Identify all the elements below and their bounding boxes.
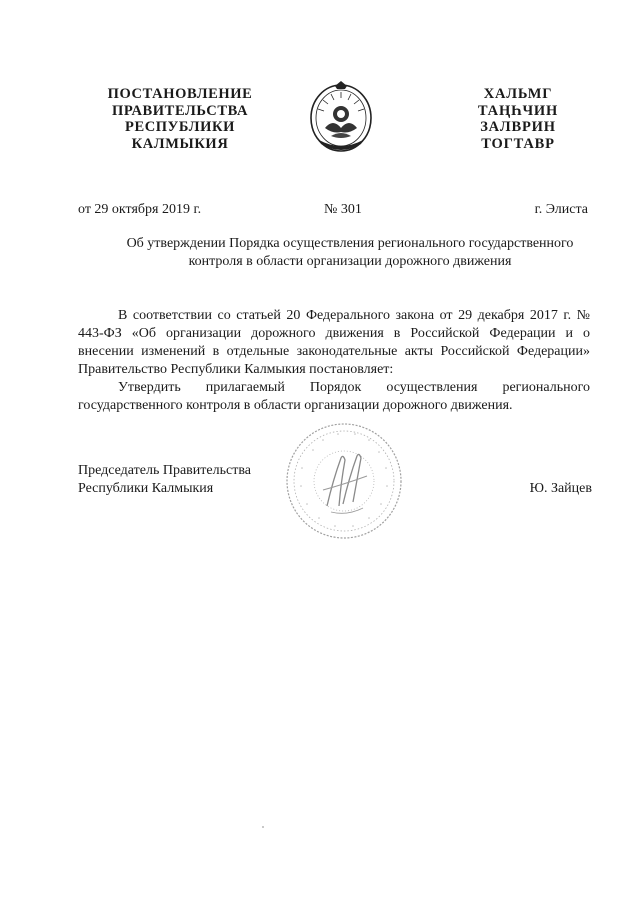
issuer-line-2: ПРАВИТЕЛЬСТВА [111,102,249,119]
signer-name: Ю. Зайцев [529,481,592,496]
title-line-2: контроля в области организации дорожного движения [188,254,512,269]
signer-position-line-2: Республики Калмыкия [78,481,214,496]
issuer-line-4: КАЛМЫКИЯ [131,135,229,152]
issuer-kalmyk-line-2: ТАҢҺЧИН [477,102,559,119]
issuer-kalmyk-line-3: ЗАЛВРИН [480,119,556,135]
issuer-kalmyk-line-1: ХАЛЬМГ [483,86,553,102]
issuer-line-3: РЕСПУБЛИКИ [124,119,236,135]
issuer-line-1: ПОСТАНОВЛЕНИЕ [107,86,253,102]
document-date: от 29 октября 2019 г. [78,202,202,217]
signer-position-line-1: Председатель Правительства [78,463,251,478]
page-mark [262,826,264,828]
document-title [100,235,600,271]
body-paragraph-2: Утвердить прилагаемый Порядок осуществления регионального государственного контроля в области организации дорожного движения. [78,380,590,413]
document-body [78,307,590,415]
issuer-kalmyk-line-4: ТОГТАВР [481,135,555,152]
issuer-kalmyk [448,86,588,152]
body-paragraph-1: В соответствии со статьей 20 Федерального закона от 29 декабря 2017 г. № 443-ФЗ «Об организации дорожного движения в Российской Федерации и о внесении изменений в отдельные законодательные акты Российской Федерации» Правительство Республики Калмыкия постановляет: [78,308,590,377]
issuer-russian [92,86,268,152]
document-number: № 301 [324,202,362,217]
title-line-1: Об утверждении Порядка осуществления регионального государственного [126,236,574,251]
official-seal-with-signature-icon [283,420,405,542]
signer-position [78,462,251,498]
document-city: г. Элиста [534,202,588,217]
kalmykia-coat-of-arms-icon [305,78,377,156]
document-meta [78,202,588,220]
